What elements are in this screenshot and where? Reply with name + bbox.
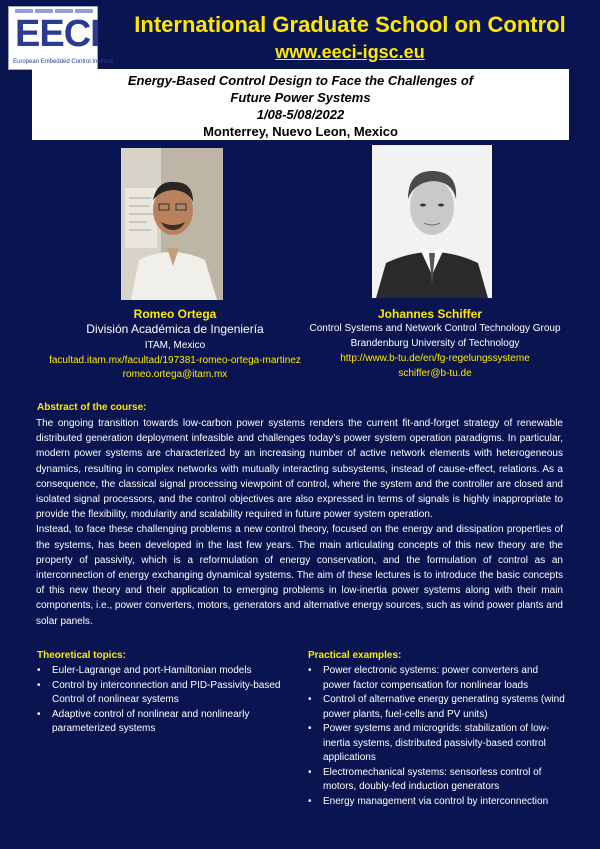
lecturer-name-schiffer: Johannes Schiffer	[377, 307, 483, 321]
theoretical-list	[37, 664, 287, 737]
course-title-line1: Energy-Based Control Design to Face the Challenges of	[127, 73, 474, 88]
list-item: • Power systems and microgrids: stabilization of low-inertia systems, distributed passivity-based control applications	[308, 722, 568, 766]
lecturer-name-ortega: Romeo Ortega	[133, 307, 217, 321]
list-item: • Control by interconnection and PID-Passivity-based Control of nonlinear systems	[37, 679, 287, 708]
lecturer-institution-schiffer: Brandenburg University of Technology	[350, 338, 520, 349]
course-info-box	[32, 69, 569, 140]
abstract-heading: Abstract of the course:	[37, 402, 147, 413]
list-item: • Control of alternative energy generating systems (wind power plants, fuel-cells and PV units)	[308, 693, 568, 722]
list-item: • Energy management via control by interconnection	[308, 795, 568, 810]
list-item: • Adaptive control of nonlinear and nonlinearly parameterized systems	[37, 708, 287, 737]
abstract-paragraph-2: Instead, to face these challenging problems a new control theory, focused on the energy and dissipation properties of the systems, has been developed in the last few years. The main articulating concepts of this new theory are the property of passivity, which is a reformulation of energy conservation, and the formulation of control as an interconnection of energy exchanging dynamical systems. The aim of these lectures is to introduce the basic concepts of this new theory and their application to emerging problems in low-inertia power systems along with their main components, i.e., power converters, motors, generators and alternative energy sources, such as wind power plants and solar panels.	[36, 524, 563, 627]
course-dates: 1/08-5/08/2022	[256, 107, 345, 122]
lecturer-link-ortega[interactable]: facultad.itam.mx/facultad/197381-romeo-ortega-martinez	[49, 355, 301, 366]
lecturer-affiliation-ortega: División Académica de Ingeniería	[86, 322, 264, 336]
practical-heading: Practical examples:	[308, 650, 402, 661]
lecturer-institution-ortega: ITAM, Mexico	[144, 340, 206, 351]
practical-list	[308, 664, 568, 809]
theoretical-heading: Theoretical topics:	[37, 650, 126, 661]
lecturer-email-schiffer[interactable]: schiffer@b-tu.de	[398, 368, 472, 379]
lecturer-affiliation-schiffer: Control Systems and Network Control Technology Group	[309, 323, 561, 334]
course-title-line2: Future Power Systems	[230, 90, 371, 105]
eeci-logo	[8, 6, 114, 70]
list-item: • Power electronic systems: power converters and power factor compensation for nonlinear loads	[308, 664, 568, 693]
course-location: Monterrey, Nuevo Leon, Mexico	[203, 124, 398, 139]
page-title: International Graduate School on Control	[134, 12, 566, 37]
lecturer-photo-ortega	[121, 148, 223, 300]
website-link[interactable]: www.eeci-igsc.eu	[275, 42, 425, 62]
lecturer-email-ortega[interactable]: romeo.ortega@itam.mx	[122, 369, 228, 380]
logo-subtitle: European Embedded Control Institute	[13, 59, 114, 65]
abstract-paragraph-1: The ongoing transition towards low-carbon power systems renders the current fit-and-forget strategy of renewable distributed generation deployment infeasible and challenges today’s power system operation paradigms. In particular, modern power systems are characterized by an increasing number of active network elements with heterogeneous dynamics, resulting in complex networks with mutually interacting subsystems, instead of cause-effect, relations. As a consequence, the classical signal processing viewpoint of control, where the system and the controller are closed and isolated signal processors, and the control objectives are also expressed in terms of signals is highly inappropriate to provide the flexibility, modularity and scalability required in future power system operation.	[36, 418, 563, 521]
abstract-body	[36, 416, 563, 629]
lecturer-photo-schiffer	[372, 145, 492, 298]
logo-letters: EECI	[15, 13, 100, 55]
list-item: • Electromechanical systems: sensorless control of motors, doubly-fed induction generators	[308, 766, 568, 795]
lecturer-link-schiffer[interactable]: http://www.b-tu.de/en/fg-regelungssysteme	[340, 353, 530, 364]
list-item: • Euler-Lagrange and port-Hamiltonian models	[37, 664, 287, 679]
